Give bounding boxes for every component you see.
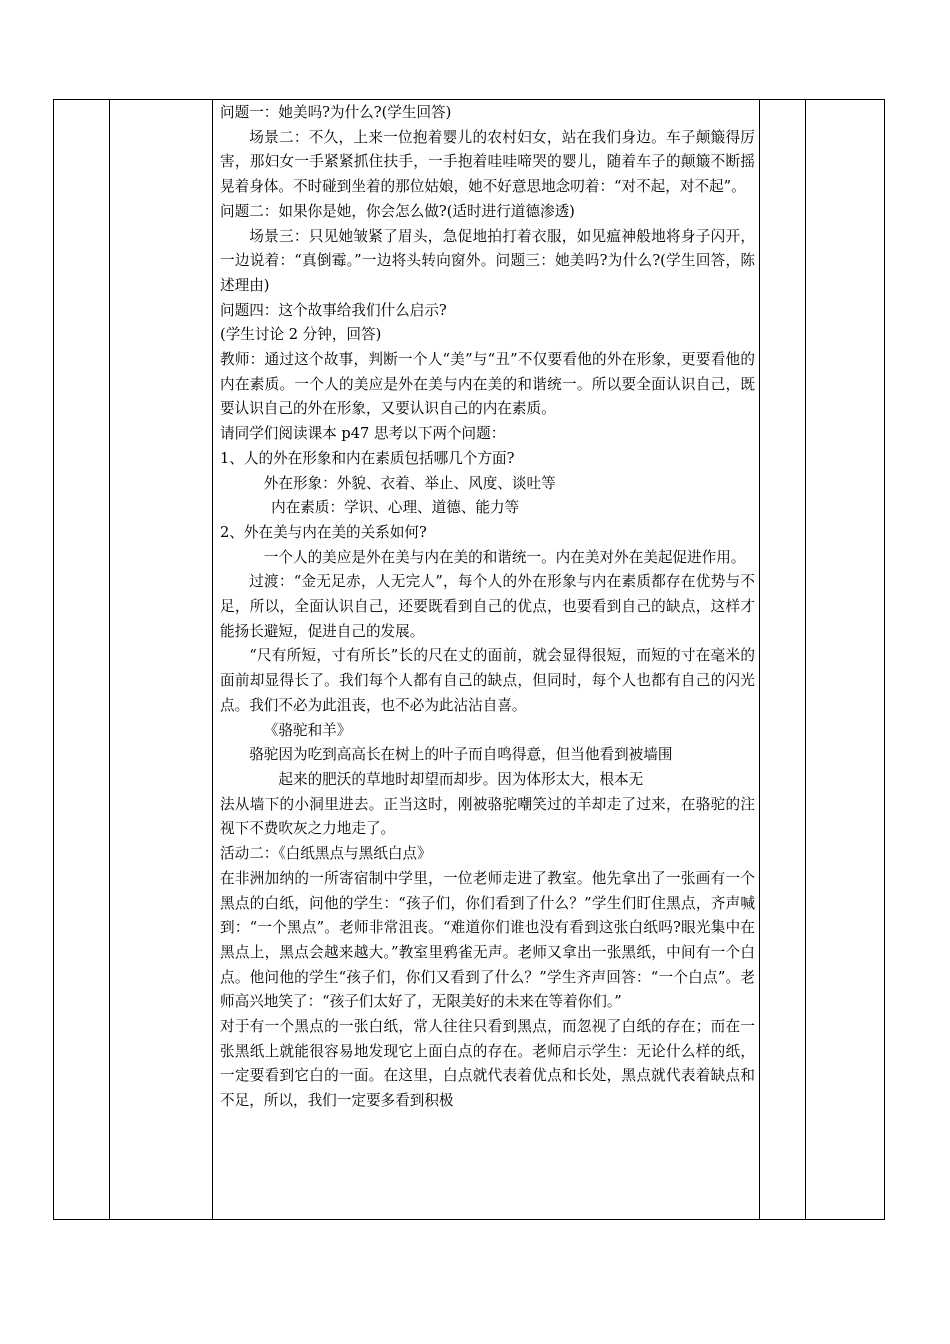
text-line: 法从墙下的小洞里进去。正当这时，刚被骆驼嘲笑过的羊却走了过来，在骆驼的注视下不费吹灰之力地走了。 <box>220 795 755 838</box>
text-line: 活动二：《白纸黑点与黑纸白点》 <box>220 845 432 863</box>
lesson-content <box>213 100 759 1219</box>
text-line: 起来的肥沃的草地时却望而却步。因为体形太大，根本无 <box>278 770 644 788</box>
text-line: (学生讨论 2 分钟，回答) <box>220 326 382 344</box>
text-line: “尺有所短，寸有所长”长的尺在丈的面前，就会显得很短，而短的寸在毫米的面前却显得长了。我们每个人都有自己的缺点，但同时，每个人也都有自己的闪光点。我们不必为此沮丧，也不必为此沾沾自喜。 <box>220 647 755 714</box>
text-line: 骆驼因为吃到高高长在树上的叶子而自鸣得意，但当他看到被墙围 <box>249 746 673 764</box>
text-line: 一个人的美应是外在美与内在美的和谐统一。内在美对外在美起促进作用。 <box>263 548 746 566</box>
blank-cell-4 <box>760 100 806 1220</box>
text-line: 场景二：不久，上来一位抱着婴儿的农村妇女，站在我们身边。车子颠簸得厉害，那妇女一手紧紧抓住扶手，一手抱着哇哇啼哭的婴儿，随着车子的颠簸不断摇晃着身体。不时碰到坐着的那位姑娘，她不好意思地念叨着：“对不起，对不起”。 <box>220 128 755 196</box>
blank-cell-1 <box>54 100 110 1220</box>
text-line: 请同学们阅读课本 p47 思考以下两个问题： <box>220 425 506 443</box>
text-line: 过渡：“金无足赤，人无完人”，每个人的外在形象与内在素质都存在优势与不足，所以，全面认识自己，还要既看到自己的优点，也要看到自己的缺点，这样才能扬长避短，促进自己的发展。 <box>220 573 755 640</box>
text-line: 1、人的外在形象和内在素质包括哪几个方面? <box>220 449 515 467</box>
text-line: 教师：通过这个故事，判断一个人“美”与“丑”不仅要看他的外在形象，更要看他的内在素质。一个人的美应是外在美与内在美的和谐统一。所以要全面认识自己，既要认识自己的外在形象，又要认识自己的内在素质。 <box>220 351 755 418</box>
blank-cell-2 <box>110 100 213 1220</box>
text-line: 2、外在美与内在美的关系如何? <box>220 523 427 541</box>
text-line: 问题四：这个故事给我们什么启示? <box>220 301 447 319</box>
lesson-plan-table <box>53 99 885 1220</box>
text-line: 问题二：如果你是她，你会怎么做?(适时进行道德渗透) <box>220 202 575 220</box>
text-line: 内在素质：学识、心理、道德、能力等 <box>271 499 520 517</box>
blank-cell-5 <box>806 100 885 1220</box>
content-cell <box>213 100 760 1220</box>
text-line: 在非洲加纳的一所寄宿制中学里，一位老师走进了教室。他先拿出了一张画有一个黑点的白纸，问他的学生：“孩子们，你们看到了什么？”学生们盯住黑点，齐声喊到：“一个黑点”。老师非常沮丧。“难道你们谁也没有看到这张白纸吗?眼光集中在黑点上，黑点会越来越大。”教室里鸦雀无声。老师又拿出一张黑纸，中间有一个白点。他问他的学生“孩子们，你们又看到了什么？”学生齐声回答：“一个白点”。老师高兴地笑了：“孩子们太好了，无限美好的未来在等着你们。” <box>220 869 755 1011</box>
text-line: 《骆驼和羊》 <box>263 721 352 739</box>
text-line: 场景三：只见她皱紧了眉头，急促地拍打着衣服，如见瘟神般地将身子闪开，一边说着：“真倒霉。”一边将头转向窗外。问题三：她美吗?为什么?(学生回答，陈述理由) <box>220 227 755 294</box>
text-line: 外在形象：外貌、衣着、举止、风度、谈吐等 <box>263 474 556 492</box>
text-line: 对于有一个黑点的一张白纸，常人往往只看到黑点，而忽视了白纸的存在；而在一张黑纸上就能很容易地发现它上面白点的存在。老师启示学生：无论什么样的纸，一定要看到它白的一面。在这里，白点就代表着优点和长处，黑点就代表着缺点和不足，所以，我们一定要多看到积极 <box>220 1018 755 1110</box>
text-line: 问题一：她美吗?为什么?(学生回答) <box>220 104 452 121</box>
